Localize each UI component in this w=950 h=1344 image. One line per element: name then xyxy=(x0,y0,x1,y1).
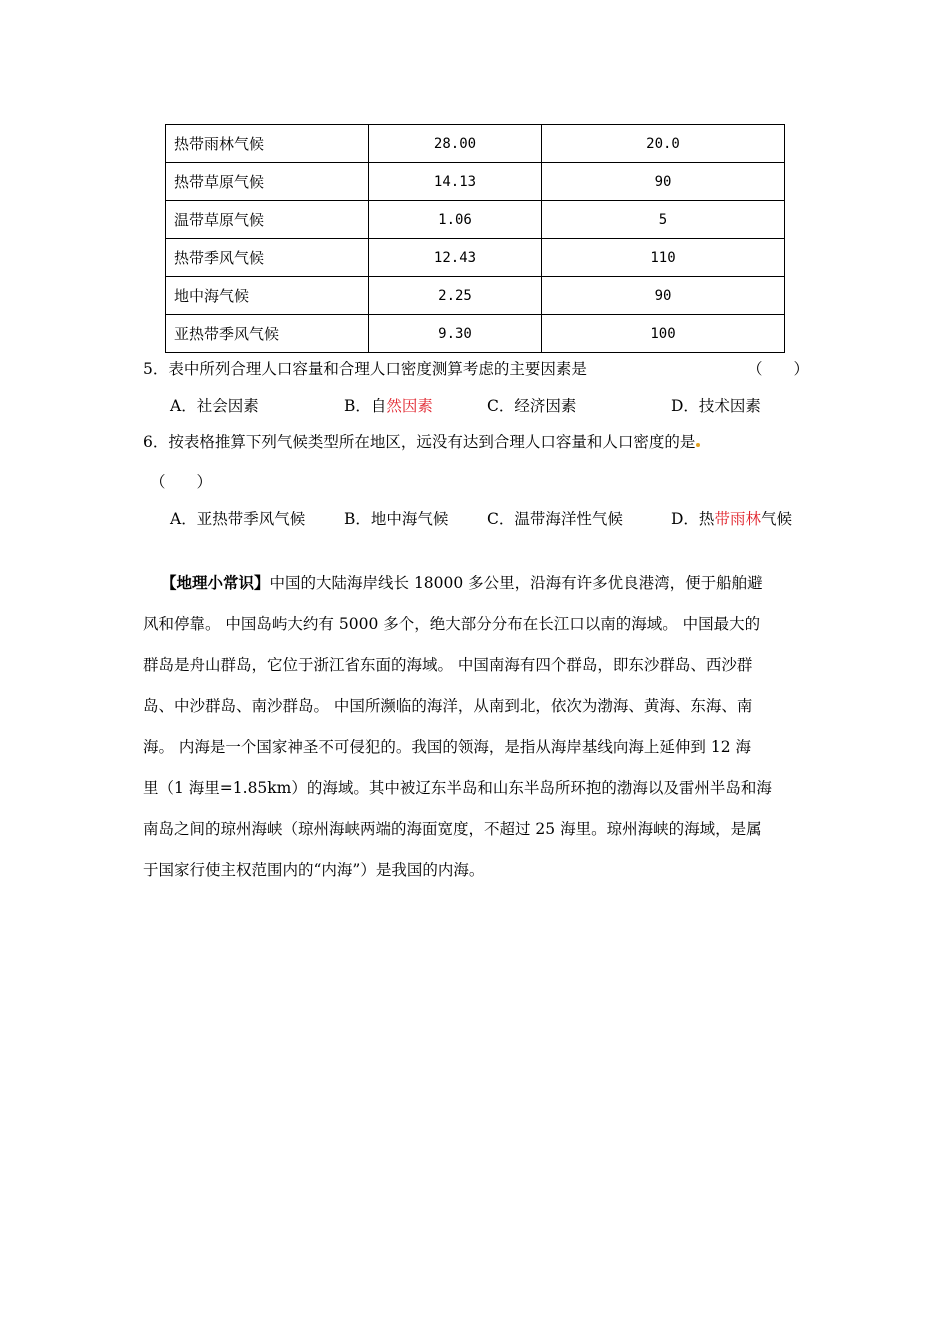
climate-name-cell: 热带季风气候 xyxy=(166,239,369,277)
table-row xyxy=(166,277,785,315)
table-row xyxy=(166,239,785,277)
capacity-cell: 14.13 xyxy=(369,163,542,201)
question-6-option-a: A．亚热带季风气候 xyxy=(170,510,306,528)
option-d-suffix: 气候 xyxy=(760,510,792,528)
question-5-option-b xyxy=(344,394,433,416)
tip-line: 风和停靠。 中国岛屿大约有 5000 多个，绝大部分分布在长江口以南的海域。 中国最大的 xyxy=(143,615,761,633)
climate-name-cell: 地中海气候 xyxy=(166,277,369,315)
capacity-cell: 28.00 xyxy=(369,125,542,163)
tip-line: 岛、中沙群岛、南沙群岛。 中国所濒临的海洋，从南到北，依次为渤海、黄海、东海、南 xyxy=(143,697,753,715)
tip-line: 海。 内海是一个国家神圣不可侵犯的。我国的领海，是指从海岸基线向海上延伸到 12 海 xyxy=(143,738,752,756)
tip-line xyxy=(143,563,813,604)
option-b-highlight: 然因素 xyxy=(386,397,433,415)
density-cell: 100 xyxy=(542,315,785,353)
question-6-option-c: C．温带海洋性气候 xyxy=(487,510,623,528)
density-cell: 20.0 xyxy=(542,125,785,163)
climate-name-cell: 热带雨林气候 xyxy=(166,125,369,163)
option-b-prefix: B．自 xyxy=(344,397,387,415)
tip-line: 于国家行使主权范围内的“内海”）是我国的内海。 xyxy=(143,861,485,879)
climate-name-cell: 温带草原气候 xyxy=(166,201,369,239)
tip-line: 南岛之间的琼州海峡（琼州海峡两端的海面宽度，不超过 25 海里。琼州海峡的海域，是属 xyxy=(143,820,762,838)
climate-name-cell: 热带草原气候 xyxy=(166,163,369,201)
question-5-answer-paren: （ ） xyxy=(747,360,810,378)
option-d-highlight: 带雨林 xyxy=(714,510,761,528)
table-row xyxy=(166,315,785,353)
question-5-option-d: D．技术因素 xyxy=(671,397,761,415)
question-6-answer-paren: （ ） xyxy=(150,473,213,491)
question-5-stem: 5．表中所列合理人口容量和合理人口密度测算考虑的主要因素是 xyxy=(143,360,587,378)
density-cell: 5 xyxy=(542,201,785,239)
tip-line: 里（1 海里=1.85km）的海域。其中被辽东半岛和山东半岛所环抱的渤海以及雷州半岛和海 xyxy=(143,779,772,797)
question-5-option-c: C．经济因素 xyxy=(487,397,577,415)
density-cell: 90 xyxy=(542,277,785,315)
tip-heading: 【地理小常识】 xyxy=(161,574,270,592)
question-5-option-a: A．社会因素 xyxy=(170,397,259,415)
option-d-prefix: D．热 xyxy=(671,510,715,528)
tip-line-text: 中国的大陆海岸线长 18000 多公里，沿海有许多优良港湾，便于船舶避 xyxy=(269,574,763,592)
geography-tip xyxy=(143,563,813,891)
capacity-cell: 12.43 xyxy=(369,239,542,277)
capacity-cell: 2.25 xyxy=(369,277,542,315)
question-6-option-d xyxy=(671,507,792,529)
density-cell: 110 xyxy=(542,239,785,277)
climate-name-cell: 亚热带季风气候 xyxy=(166,315,369,353)
climate-table-body xyxy=(166,125,785,353)
annotation-mark xyxy=(696,443,700,447)
tip-line: 群岛是舟山群岛，它位于浙江省东面的海域。 中国南海有四个群岛，即东沙群岛、西沙群 xyxy=(143,656,753,674)
question-6-stem xyxy=(143,430,701,452)
question-6-stem-text: 6．按表格推算下列气候类型所在地区，远没有达到合理人口容量和人口密度的是 xyxy=(143,433,696,451)
capacity-cell: 9.30 xyxy=(369,315,542,353)
table-row xyxy=(166,163,785,201)
density-cell: 90 xyxy=(542,163,785,201)
table-row xyxy=(166,201,785,239)
capacity-cell: 1.06 xyxy=(369,201,542,239)
question-6-option-b: B．地中海气候 xyxy=(344,510,449,528)
climate-table xyxy=(165,124,785,353)
table-row xyxy=(166,125,785,163)
